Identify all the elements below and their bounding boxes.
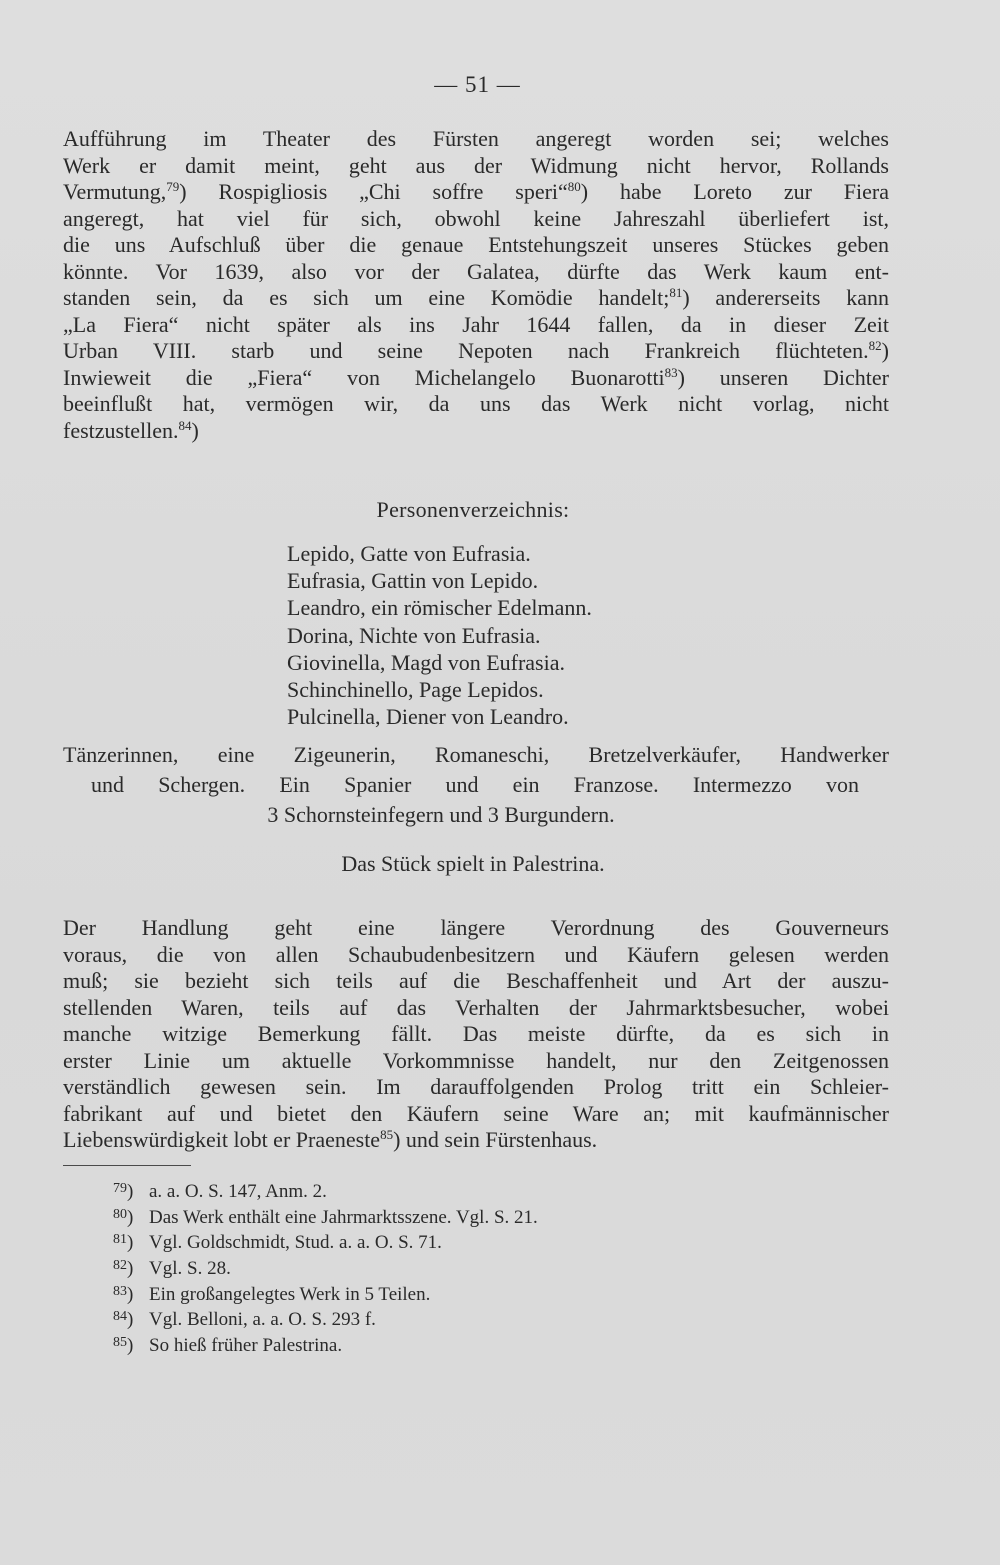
footnote-paren: ) — [127, 1206, 134, 1228]
text-segment: „La Fiera“ nicht später als ins Jahr 1644 fallen, da in dieser Zeit — [63, 311, 889, 337]
footnote-paren: ) — [127, 1181, 134, 1202]
text-segment: fabrikant auf und bietet den Käufern seine Ware an; mit kaufmännischer — [63, 1100, 889, 1126]
text-segment: ) — [191, 417, 199, 443]
text-line — [63, 365, 889, 392]
text-segment: stellenden Waren, teils auf das Verhalten der Jahrmarktsbesucher, wobei — [63, 994, 889, 1020]
footnote-paren: ) — [127, 1309, 134, 1331]
footnote-paren: ) — [127, 1232, 134, 1254]
footnote-number-value: 83 — [113, 1283, 127, 1299]
text-line — [63, 915, 889, 942]
text-line — [63, 1074, 889, 1101]
page-number: — 51 — — [434, 72, 521, 97]
footnote-paren: ) — [127, 1283, 134, 1305]
cast-entry: Leandro, ein römischer Edelmann. — [287, 595, 592, 621]
footnote-text: Vgl. Belloni, a. a. O. S. 293 f. — [149, 1309, 376, 1331]
footnote — [113, 1176, 538, 1202]
footnote — [113, 1304, 538, 1330]
text-segment: ) und sein Fürstenhaus. — [393, 1127, 598, 1152]
text-segment: festzustellen. — [63, 417, 179, 443]
footnote-reference: 80 — [567, 179, 581, 194]
text-line — [63, 1127, 889, 1154]
footnote-reference: 84 — [178, 417, 192, 433]
text-segment: Der Handlung geht eine längere Verordnung des Gouverneurs — [63, 915, 889, 940]
text-segment: Aufführung im Theater des Fürsten angeregt worden sei; welches — [63, 126, 889, 151]
text-segment: manche witzige Bemerkung fällt. Das meiste dürfte, da es sich in — [63, 1021, 889, 1046]
footnote-reference: 79 — [166, 179, 180, 194]
footnote-number — [113, 1279, 149, 1308]
footnote-divider — [63, 1165, 191, 1166]
text-segment: Inwieweit die „Fiera“ von Michelangelo Buonarotti — [63, 364, 665, 390]
text-line — [63, 179, 889, 206]
text-segment: muß; sie bezieht sich teils auf die Beschaffenheit und Art der auszu- — [63, 968, 889, 993]
text-line — [63, 285, 889, 312]
text-line — [63, 153, 889, 180]
text-segment: verständlich gewesen sein. Im darauffolgenden Prolog tritt ein Schleier- — [63, 1074, 889, 1099]
footnote — [113, 1330, 538, 1356]
text-segment: beeinflußt hat, vermögen wir, da uns das Werk nicht vorlag, nicht — [63, 391, 889, 416]
footnote-number — [113, 1304, 149, 1333]
text-segment: die uns Aufschluß über die genaue Entstehungszeit unseres Stückes geben — [63, 232, 889, 257]
text-line — [63, 968, 889, 995]
text-segment: Werk er damit meint, geht aus der Widmung nicht hervor, Rollands — [63, 152, 889, 178]
text-line — [63, 126, 889, 153]
footnote-number-value: 85 — [113, 1335, 127, 1351]
footnote-reference: 81 — [669, 285, 683, 300]
text-line — [63, 338, 889, 365]
footnote-text: a. a. O. S. 147, Anm. 2. — [149, 1181, 327, 1202]
text-line — [63, 232, 889, 259]
extras-line: und Schergen. Ein Spanier und ein Franzose. Intermezzo von — [91, 772, 859, 797]
cast-entry: Schinchinello, Page Lepidos. — [287, 676, 544, 702]
text-line — [63, 418, 889, 445]
extras-block — [63, 740, 889, 830]
setting-line: Das Stück spielt in Palestrina. — [341, 851, 605, 876]
footnote-number — [113, 1253, 149, 1282]
cast-entry: Pulcinella, Diener von Leandro. — [287, 704, 569, 730]
cast-list — [287, 540, 592, 730]
text-line — [63, 259, 889, 286]
footnote — [113, 1202, 538, 1228]
footnote-text: Vgl. S. 28. — [149, 1258, 231, 1280]
main-paragraph-2 — [63, 915, 889, 1154]
footnote-number-value: 84 — [113, 1309, 127, 1325]
footnote — [113, 1253, 538, 1279]
footnote-text: So hieß früher Palestrina. — [149, 1335, 343, 1357]
text-segment: ) andererseits kann — [682, 285, 889, 310]
text-line — [63, 995, 889, 1022]
text-segment: Vermutung, — [63, 179, 167, 204]
text-line — [63, 1048, 889, 1075]
text-line — [63, 1101, 889, 1128]
text-segment: ) unseren Dichter — [677, 364, 889, 390]
text-segment: Urban VIII. starb und seine Nepoten nach Frankreich flüchteten. — [63, 338, 869, 363]
footnote-reference: 83 — [664, 364, 678, 380]
footnote-number — [113, 1202, 149, 1231]
footnote-number — [113, 1227, 149, 1256]
text-segment: angeregt, hat viel für sich, obwohl keine Jahreszahl überliefert ist, — [63, 205, 889, 231]
footnote-paren: ) — [127, 1258, 134, 1280]
extras-line: 3 Schornsteinfegern und 3 Burgundern. — [267, 802, 615, 827]
text-segment: ) habe Loreto zur Fiera — [580, 179, 889, 204]
cast-heading: Personenverzeichnis: — [376, 497, 570, 522]
footnote — [113, 1279, 538, 1305]
cast-entry: Giovinella, Magd von Eufrasia. — [287, 649, 565, 675]
cast-entry: Eufrasia, Gattin von Lepido. — [287, 568, 539, 594]
text-segment: könnte. Vor 1639, also vor der Galatea, dürfte das Werk kaum ent- — [63, 258, 889, 284]
text-segment: voraus, die von allen Schaubudenbesitzern und Käufern gelesen werden — [63, 941, 889, 967]
footnote-number-value: 82 — [113, 1258, 127, 1274]
footnote-number-value: 81 — [113, 1232, 127, 1248]
text-line — [63, 391, 889, 418]
text-segment: ) Rospigliosis „Chi soffre speri“ — [179, 179, 568, 204]
footnote-text: Vgl. Goldschmidt, Stud. a. a. O. S. 71. — [149, 1232, 442, 1254]
text-segment: Liebenswürdigkeit lobt er Praeneste — [63, 1127, 381, 1152]
text-line — [63, 312, 889, 339]
footnote-number-value: 80 — [113, 1206, 127, 1222]
text-line — [63, 206, 889, 233]
text-segment: erster Linie um aktuelle Vorkommnisse handelt, nur den Zeitgenossen — [63, 1047, 889, 1073]
footnote-text: Ein großangelegtes Werk in 5 Teilen. — [149, 1283, 431, 1305]
footnote-reference: 85 — [380, 1127, 394, 1142]
footnote-number — [113, 1176, 149, 1205]
footnote-text: Das Werk enthält eine Jahrmarktsszene. Vgl. S. 21. — [149, 1206, 538, 1228]
footnote-paren: ) — [127, 1335, 134, 1357]
text-line — [63, 942, 889, 969]
text-segment: standen sein, da es sich um eine Komödie handelt; — [63, 285, 670, 310]
footnote-number-value: 79 — [113, 1181, 127, 1196]
cast-entry: Dorina, Nichte von Eufrasia. — [287, 622, 541, 648]
footnote-reference: 82 — [868, 338, 882, 353]
text-segment: ) — [881, 338, 889, 363]
cast-entry: Lepido, Gatte von Eufrasia. — [287, 541, 531, 566]
main-paragraph-1 — [63, 126, 889, 444]
extras-line: Tänzerinnen, eine Zigeunerin, Romaneschi, Bretzelverkäufer, Handwerker — [63, 742, 889, 767]
footnote-list — [113, 1176, 538, 1356]
text-line — [63, 1021, 889, 1048]
footnote-number — [113, 1330, 149, 1359]
footnote — [113, 1227, 538, 1253]
